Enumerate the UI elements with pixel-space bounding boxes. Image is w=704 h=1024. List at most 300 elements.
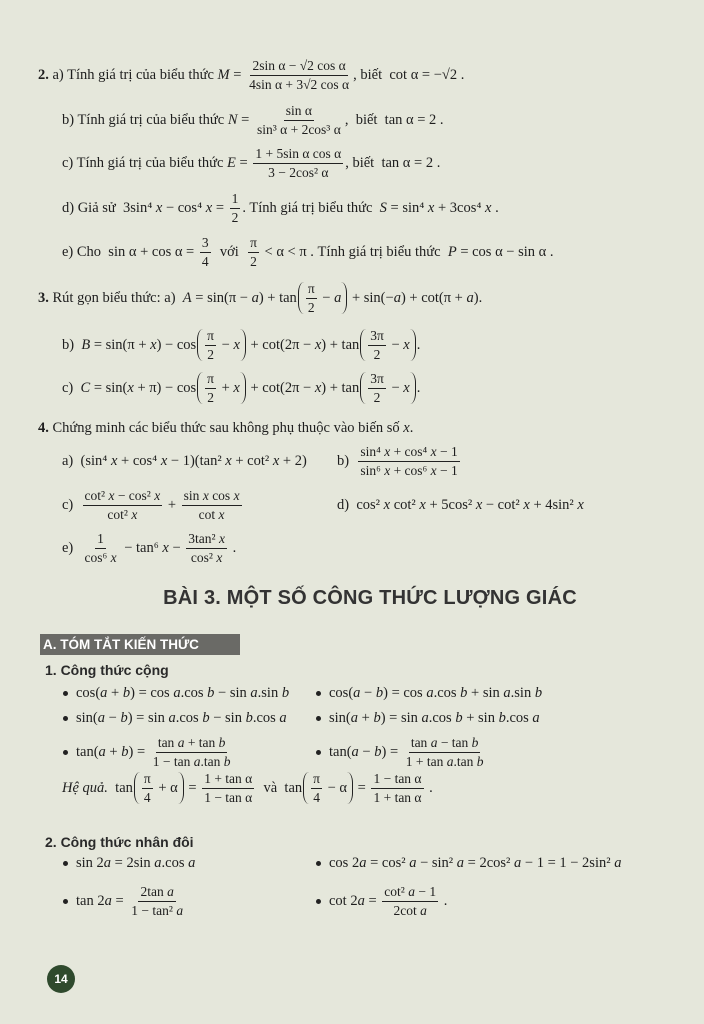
denominator: [372, 389, 383, 406]
math-text: ) =: [381, 743, 402, 760]
math-text: + 2): [279, 452, 307, 469]
math-text: =: [184, 779, 201, 796]
math-text: tan 2: [76, 892, 105, 909]
exercise-2e: [62, 232, 554, 272]
exercise-3b: [62, 325, 420, 365]
math-text: − cot²: [482, 496, 524, 513]
fraction: [151, 735, 233, 770]
exercise-4e: [62, 528, 236, 568]
numerator: [83, 488, 163, 506]
math-text: 2cot: [393, 902, 421, 918]
math-text: ) + cot(π +: [400, 289, 467, 306]
numerator: [368, 371, 386, 389]
math-text: − tan: [437, 734, 472, 750]
math-variable: a: [446, 753, 454, 769]
fraction: [83, 531, 119, 566]
math-text: 4: [313, 789, 320, 805]
paren-content: [366, 328, 409, 363]
math-text: + cot²: [231, 452, 273, 469]
math-text: 2: [231, 209, 239, 225]
bullet-icon: [316, 691, 321, 696]
math-text: .: [228, 539, 237, 556]
math-text: c) Tính giá trị của biểu thức: [62, 154, 228, 171]
math-variable: x: [216, 549, 223, 565]
right-paren-icon: [341, 282, 347, 314]
fraction: [311, 771, 322, 806]
denominator: [189, 549, 224, 566]
math-text: d) Giả sử 3sin⁴: [62, 199, 156, 216]
numerator: [248, 235, 259, 253]
math-text: ).: [473, 289, 483, 306]
fraction: [255, 103, 343, 138]
exercise-number: 3.: [38, 289, 49, 306]
numerator: [250, 58, 347, 76]
numerator: [409, 735, 481, 753]
math-text: + 5cos²: [425, 496, 476, 513]
paren-content: [366, 371, 409, 406]
math-text: b) Tính giá trị của biểu thức: [62, 111, 228, 128]
math-text: + tan: [184, 734, 219, 750]
bullet-icon: [316, 861, 321, 866]
math-variable: x: [577, 496, 584, 513]
math-variable: x: [485, 199, 492, 216]
bullet-icon: [63, 899, 68, 904]
math-text: 1 + 5sin α cos α: [255, 145, 342, 161]
denominator: [151, 753, 233, 770]
math-text: cot: [198, 506, 219, 522]
denominator: [358, 462, 459, 479]
math-text: 1 − tan: [152, 753, 194, 769]
right-paren-icon: [347, 772, 353, 804]
math-text: a) (sin⁴: [62, 452, 111, 469]
math-variable: a: [466, 289, 474, 306]
parenthesized-group: [298, 282, 348, 314]
paren-content: [140, 771, 178, 806]
denominator: [142, 789, 153, 806]
math-text: .cos: [161, 854, 189, 871]
math-variable: x: [523, 496, 530, 513]
math-variable: b: [460, 684, 468, 701]
math-text: = sin(π −: [191, 289, 252, 306]
denominator: [266, 164, 330, 181]
math-text: tan: [157, 734, 178, 750]
math-text: , biết tan α = 2 .: [344, 111, 444, 128]
exercise-number: 4.: [38, 419, 49, 436]
math-variable: x: [403, 336, 410, 353]
bullet-icon: [63, 750, 68, 755]
math-text: 1: [97, 530, 104, 546]
math-variable: x: [430, 462, 437, 478]
math-variable: x: [150, 336, 157, 353]
math-variable: b: [223, 753, 231, 769]
bullet-icon: [316, 899, 321, 904]
math-text: sin(: [329, 709, 351, 726]
bullet-icon: [63, 861, 68, 866]
numerator: [368, 328, 386, 346]
math-variable: x: [218, 530, 225, 546]
math-text: tan: [410, 734, 431, 750]
exercise-3c: [62, 368, 420, 408]
math-variable: a: [168, 709, 176, 726]
math-text: −: [387, 336, 404, 353]
numerator: [306, 281, 317, 299]
math-text: π: [207, 370, 214, 386]
math-variable: a: [103, 854, 112, 871]
math-variable: a: [359, 854, 367, 871]
math-text: − sin: [209, 709, 246, 726]
fraction: [368, 328, 386, 363]
math-variable: a: [173, 684, 181, 701]
subheading-sum-formulas: 1. Công thức cộng: [45, 662, 169, 678]
math-text: 2: [373, 389, 381, 405]
right-paren-icon: [240, 372, 246, 404]
math-variable: b: [374, 743, 382, 760]
math-variable: S: [379, 199, 387, 216]
math-text: tan: [107, 779, 133, 796]
fraction: [205, 328, 216, 363]
math-variable: x: [160, 452, 168, 469]
math-variable: a: [420, 902, 427, 918]
numerator: [200, 235, 211, 253]
math-variable: b: [471, 734, 479, 750]
formula-tan-diff: [329, 732, 487, 772]
numerator: [186, 531, 227, 549]
math-text: , biết tan α = 2 .: [345, 154, 441, 171]
math-variable: a: [193, 753, 201, 769]
parenthesized-group: [303, 772, 353, 804]
math-text: = cos²: [366, 854, 410, 871]
math-text: sin³ α + 2cos³ α: [256, 121, 341, 137]
math-text: sin⁶: [360, 462, 385, 478]
formula-tan-sum: [76, 732, 234, 772]
exercise-2c: [62, 143, 440, 183]
math-text: 4sin α + 3√2 cos α: [249, 76, 350, 92]
numerator: [358, 444, 459, 462]
math-variable: a: [188, 854, 196, 871]
math-text: = 2cos²: [464, 854, 515, 871]
bullet-icon: [316, 716, 321, 721]
math-text: +: [164, 496, 180, 513]
math-text: và tan: [256, 779, 303, 796]
math-text: 2: [250, 253, 257, 269]
fraction: [404, 735, 486, 770]
math-variable: a: [514, 854, 522, 871]
math-text: . Tính giá trị biểu thức: [242, 199, 380, 216]
math-text: c): [62, 496, 81, 513]
math-text: π: [313, 770, 320, 786]
math-text: sin α: [285, 102, 312, 118]
math-text: e) Cho sin α + cos α =: [62, 243, 198, 260]
math-variable: a: [430, 734, 438, 750]
math-variable: x: [272, 452, 280, 469]
math-variable: x: [384, 443, 391, 459]
math-text: 4: [201, 253, 209, 269]
math-text: .sin: [257, 684, 282, 701]
exercise-3a: [38, 278, 482, 318]
math-text: + π) − cos: [133, 379, 197, 396]
math-text: e): [62, 539, 81, 556]
math-text: =: [237, 111, 253, 128]
math-text: .cos: [428, 709, 456, 726]
math-text: − 1: [436, 443, 458, 459]
math-text: =: [364, 892, 381, 909]
math-text: ) = sin: [127, 709, 169, 726]
denominator: [129, 902, 185, 919]
math-text: =: [111, 892, 128, 909]
math-text: ) + tan: [258, 289, 297, 306]
math-text: .cos: [180, 684, 208, 701]
math-variable: x: [384, 462, 391, 478]
math-variable: b: [120, 709, 128, 726]
math-variable: x: [162, 539, 169, 556]
math-variable: x: [403, 379, 410, 396]
math-text: ) = cos: [130, 684, 174, 701]
math-variable: x: [127, 379, 134, 396]
denominator: [230, 209, 241, 226]
math-text: + sin(−: [348, 289, 394, 306]
math-text: + cos⁶: [390, 462, 431, 478]
exercise-2b: [62, 100, 444, 140]
fraction: [253, 146, 343, 181]
math-variable: x: [475, 496, 483, 513]
math-text: 3 − 2cos² α: [268, 164, 329, 180]
exercise-2d: [62, 188, 499, 228]
math-variable: Hệ quả.: [62, 779, 108, 796]
denominator: [205, 346, 216, 363]
right-paren-icon: [410, 329, 416, 361]
math-text: cot²: [84, 487, 109, 503]
math-text: sin 2: [76, 854, 104, 871]
math-text: 3π: [370, 370, 384, 386]
math-variable: x: [131, 506, 138, 522]
math-text: cos⁶: [84, 549, 111, 565]
math-text: 2sin α − √2 cos α: [252, 57, 346, 73]
math-variable: b: [281, 684, 290, 701]
math-text: −: [360, 684, 376, 701]
math-variable: b: [534, 684, 543, 701]
math-variable: b: [476, 753, 484, 769]
fraction: [205, 371, 216, 406]
math-text: +: [107, 684, 123, 701]
math-text: Chứng minh các biểu thức sau không phụ thuộc vào biến số: [48, 419, 404, 436]
math-text: .cos: [175, 709, 203, 726]
fraction: [200, 235, 211, 270]
math-variable: a: [421, 709, 429, 726]
math-text: 1 + tan α: [204, 770, 253, 786]
fraction: [306, 281, 317, 316]
math-text: − 1: [436, 462, 458, 478]
math-text: 1 − tan α: [373, 770, 422, 786]
fraction: [248, 235, 259, 270]
math-text: − sin: [214, 684, 251, 701]
math-variable: a: [426, 684, 434, 701]
math-variable: a: [167, 883, 174, 899]
right-paren-icon: [178, 772, 184, 804]
numerator: [205, 328, 216, 346]
math-text: − 1: [414, 883, 437, 899]
math-text: − cos²: [114, 487, 155, 503]
math-text: 2: [373, 346, 381, 362]
math-text: 2: [207, 346, 214, 362]
exercise-4a: [62, 441, 307, 481]
math-variable: a: [104, 892, 112, 909]
math-text: cos: [208, 487, 234, 503]
numerator: [182, 488, 242, 506]
math-text: .cos: [505, 709, 533, 726]
math-text: .: [416, 379, 421, 396]
math-text: = cos α − sin α .: [456, 243, 554, 260]
fraction: [83, 488, 163, 523]
math-text: −: [105, 709, 121, 726]
math-text: +: [105, 743, 122, 760]
denominator: [255, 121, 343, 138]
numerator: [382, 884, 438, 902]
numerator: [371, 771, 423, 789]
math-variable: a: [357, 892, 365, 909]
math-text: cot²: [390, 496, 420, 513]
math-text: b): [62, 336, 82, 353]
math-text: 1 + tan α: [373, 789, 422, 805]
math-text: Rút gọn biểu thức: a): [48, 289, 183, 306]
math-text: cos²: [190, 549, 217, 565]
math-text: ) = cos: [383, 684, 427, 701]
denominator: [306, 299, 317, 316]
math-variable: a: [100, 684, 108, 701]
bullet-icon: [63, 691, 68, 696]
math-variable: a: [154, 854, 162, 871]
math-text: .tan: [200, 753, 224, 769]
math-text: sin(: [76, 709, 98, 726]
fraction: [247, 58, 351, 93]
math-text: cot²: [107, 506, 132, 522]
math-variable: N: [227, 111, 238, 128]
math-text: cot²: [384, 883, 409, 899]
math-text: +: [217, 379, 234, 396]
paren-content: [203, 371, 240, 406]
math-variable: a: [393, 289, 401, 306]
denominator: [311, 789, 322, 806]
fraction: [382, 884, 438, 919]
math-text: < α < π . Tính giá trị biểu thức: [260, 243, 448, 260]
math-text: .tan: [453, 753, 477, 769]
fraction: [129, 884, 185, 919]
exercise-number: 2.: [38, 66, 49, 83]
denominator: [200, 253, 211, 270]
math-text: .cos: [252, 709, 280, 726]
fraction: [230, 191, 241, 226]
math-text: −: [358, 743, 375, 760]
math-variable: b: [202, 709, 210, 726]
math-variable: x: [427, 199, 435, 216]
math-text: tan(: [329, 743, 352, 760]
math-variable: b: [121, 743, 129, 760]
paren-content: [304, 281, 342, 316]
math-text: π: [250, 234, 257, 250]
fraction: [186, 531, 227, 566]
math-text: 3: [201, 234, 209, 250]
parenthesized-group: [360, 329, 415, 361]
math-text: cos(: [76, 684, 101, 701]
fraction: [371, 771, 423, 806]
math-variable: b: [245, 709, 253, 726]
math-variable: a: [456, 854, 465, 871]
math-text: cot 2: [329, 892, 358, 909]
math-text: π: [207, 327, 214, 343]
exercise-4b: [337, 441, 462, 481]
math-variable: a: [98, 743, 106, 760]
math-variable: x: [202, 487, 209, 503]
fraction: [358, 444, 459, 479]
math-text: +: [358, 709, 374, 726]
fraction: [368, 371, 386, 406]
math-text: −: [318, 289, 335, 306]
math-text: .: [440, 892, 448, 909]
denominator: [372, 346, 383, 363]
math-variable: x: [225, 452, 232, 469]
math-text: π: [143, 770, 151, 786]
math-text: − 1)(tan²: [167, 452, 226, 469]
exercise-4d: [337, 485, 584, 525]
math-text: + α: [154, 779, 178, 796]
math-variable: x: [108, 487, 115, 503]
formula-cot-2a: [329, 881, 447, 921]
denominator: [248, 253, 259, 270]
numerator: [95, 531, 106, 549]
math-text: 4: [143, 789, 151, 805]
formula-tan-2a: [76, 881, 187, 921]
denominator: [105, 506, 139, 523]
math-variable: M: [217, 66, 230, 83]
math-text: − cos⁴: [162, 199, 206, 216]
math-text: 2tan: [140, 883, 168, 899]
math-text: + cot(2π −: [246, 336, 315, 353]
math-text: c): [62, 379, 81, 396]
fraction: [142, 771, 153, 806]
math-variable: b: [207, 684, 215, 701]
numerator: [156, 735, 228, 753]
math-variable: a: [176, 902, 184, 918]
math-text: , biết cot α = −√2 .: [353, 66, 465, 83]
math-variable: x: [233, 487, 240, 503]
math-variable: x: [218, 506, 225, 522]
math-text: −: [168, 539, 185, 556]
math-text: 1 + tan: [405, 753, 447, 769]
math-text: = sin(: [90, 379, 128, 396]
math-variable: b: [218, 734, 226, 750]
math-text: + sin: [467, 684, 504, 701]
math-text: =: [235, 154, 252, 171]
math-text: sin: [183, 487, 203, 503]
math-text: 2: [307, 299, 315, 315]
math-text: = sin(π +: [90, 336, 151, 353]
math-text: ) + tan: [321, 336, 360, 353]
math-variable: a: [409, 854, 417, 871]
math-variable: b: [455, 709, 463, 726]
math-text: cos 2: [329, 854, 360, 871]
math-variable: a: [177, 734, 185, 750]
math-text: .: [491, 199, 499, 216]
math-variable: x: [233, 336, 240, 353]
numerator: [142, 771, 153, 789]
math-variable: a: [351, 743, 359, 760]
math-text: .sin: [510, 684, 535, 701]
denominator: [404, 753, 486, 770]
lesson-title: BÀI 3. MỘT SỐ CÔNG THỨC LƯỢNG GIÁC: [163, 587, 577, 609]
denominator: [197, 506, 227, 523]
math-variable: x: [154, 487, 161, 503]
math-text: .: [416, 336, 421, 353]
parenthesized-group: [360, 372, 415, 404]
